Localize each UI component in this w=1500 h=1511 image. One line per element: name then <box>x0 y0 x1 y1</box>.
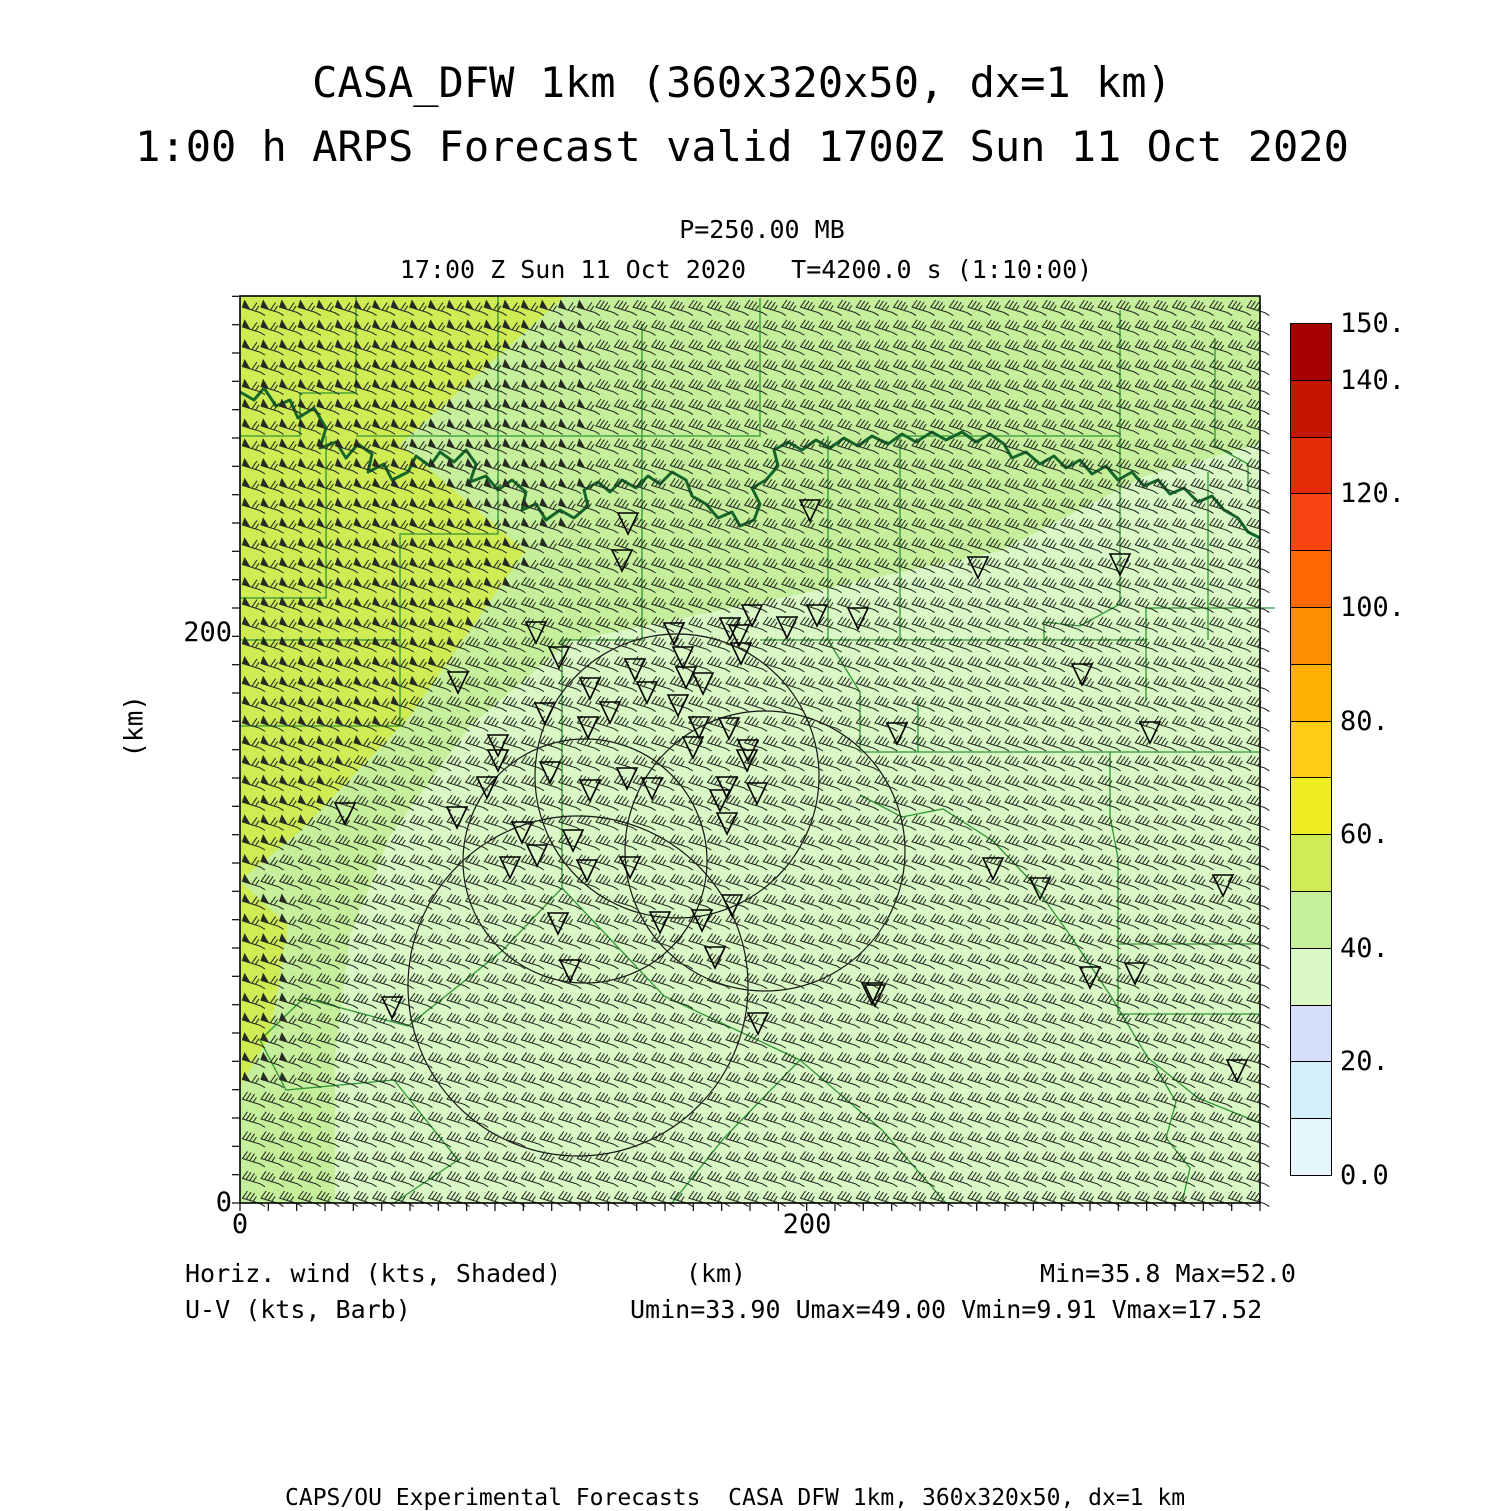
colorbar-cell <box>1290 1061 1332 1119</box>
pressure-level-label: P=250.00 MB <box>679 215 845 244</box>
colorbar-cell <box>1290 664 1332 722</box>
colorbar-tick-label: 60. <box>1340 819 1389 851</box>
colorbar-tick-label: 150. <box>1340 308 1406 339</box>
colorbar-cell <box>1290 550 1332 608</box>
colorbar-labels <box>1340 308 1460 1191</box>
colorbar-cell <box>1290 948 1332 1006</box>
colorbar-cell <box>1290 323 1332 381</box>
colorbar-cell <box>1290 834 1332 892</box>
colorbar-tick-label: 140. <box>1340 364 1406 396</box>
plot-title-line2: 1:00 h ARPS Forecast valid 1700Z Sun 11 Oct 2020 <box>135 122 1349 171</box>
colorbar-tick-label: 20. <box>1340 1046 1389 1078</box>
y-axis-unit-label: (km) <box>119 694 150 758</box>
x-axis-tick-0: 0 <box>231 1209 249 1240</box>
colorbar <box>1290 323 1334 1176</box>
barb-field-label: U-V (kts, Barb) <box>185 1295 411 1324</box>
y-axis-tick-200: 200 <box>183 617 232 648</box>
uv-stats-label: Umin=33.90 Umax=49.00 Vmin=9.91 Vmax=17.52 <box>630 1295 1263 1324</box>
y-axis-tick-0: 0 <box>215 1187 232 1218</box>
footer-credit: CAPS/OU Experimental Forecasts CASA DFW 1km, 360x320x50, dx=1 km <box>285 1485 1186 1511</box>
forecast-map <box>240 296 1260 1203</box>
minmax-stats-label: Min=35.8 Max=52.0 <box>1040 1259 1296 1288</box>
colorbar-cell <box>1290 380 1332 438</box>
valid-time-label: 17:00 Z Sun 11 Oct 2020 T=4200.0 s (1:10:00) <box>399 255 1093 284</box>
x-axis-unit-label: (km) <box>685 1259 747 1288</box>
x-axis-tick-200: 200 <box>782 1209 832 1240</box>
colorbar-tick-label: 40. <box>1340 932 1389 964</box>
colorbar-cell <box>1290 437 1332 495</box>
colorbar-cell <box>1290 721 1332 779</box>
colorbar-cell <box>1290 607 1332 665</box>
colorbar-tick-label: 120. <box>1340 478 1406 510</box>
colorbar-cell <box>1290 777 1332 835</box>
plot-title-line1: CASA_DFW 1km (360x320x50, dx=1 km) <box>312 58 1172 107</box>
colorbar-tick-label: 0.0 <box>1340 1160 1389 1191</box>
colorbar-tick-label: 80. <box>1340 705 1389 737</box>
colorbar-tick-label: 100. <box>1340 592 1406 623</box>
colorbar-cell <box>1290 493 1332 551</box>
colorbar-cell <box>1290 1118 1332 1176</box>
colorbar-cell <box>1290 891 1332 949</box>
colorbar-cell <box>1290 1005 1332 1063</box>
shaded-field-label: Horiz. wind (kts, Shaded) <box>185 1259 562 1288</box>
